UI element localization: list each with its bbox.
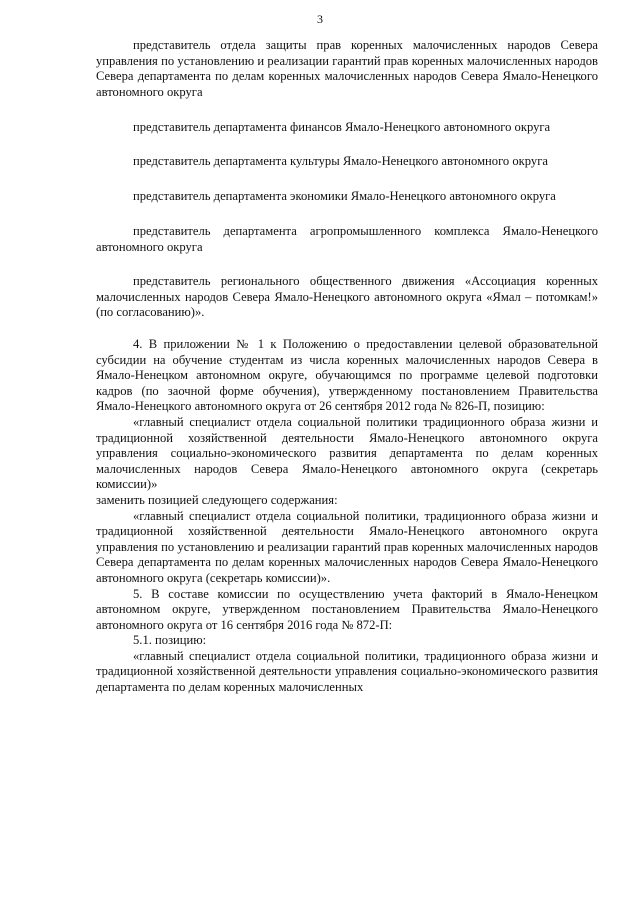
representative-entry: представитель департамента экономики Ямало-Ненецкого автономного округа [133,189,556,204]
replace-instruction: заменить позицией следующего содержания: [96,492,338,507]
representative-entry: представитель департамента культуры Ямало-Ненецкого автономного округа [133,154,548,169]
quoted-position-new: «главный специалист отдела социальной политики, традиционного образа жизни и традиционной хозяйственной деятельности Ямало-Ненецкого автономного округа управления по установлению и реализации гарантий прав коренных малочисленных народов Севера департамента по делам коренных малочисленных народов Севера Ямало-Ненецкого автономного округа (секретарь комиссии)». [96,508,598,585]
body-text [96,337,598,696]
page-number: 3 [317,12,323,26]
quoted-position-old: «главный специалист отдела социальной политики традиционного образа жизни и традиционной хозяйственной деятельности Ямало-Ненецкого автономного округа управления социально-экономического развития департамента по делам коренных малочисленных народов Севера Ямало-Ненецкого автономного округа (секретарь комиссии)» [96,414,598,492]
representative-entry: представитель регионального общественного движения «Ассоциация коренных малочисленных народов Севера Ямало-Ненецкого автономного округа «Ямал – потомкам!» (по согласованию)». [96,274,598,320]
paragraph-item-5: 5. В составе комиссии по осуществлению учета факторий в Ямало-Ненецком автономном округе, утвержденном постановлением Правительства Ямало-Ненецкого автономного округа от 16 сентября 2016 года № 872-П: [96,586,598,632]
representatives-list [96,38,598,340]
paragraph-item-5-1: 5.1. позицию: [133,633,207,648]
quoted-position-continued: «главный специалист отдела социальной политики, традиционного образа жизни и традиционной хозяйственной деятельности управления социально-экономического развития департамента по делам коренных малочисленных [96,648,598,695]
paragraph-item-4: 4. В приложении № 1 к Положению о предоставлении целевой образовательной субсидии на обучение студентам из числа коренных малочисленных народов Севера в Ямало-Ненецком автономном округе, обучающимся по программе целевой подготовки кадров (по заочной форме обучения), утвержденному постановлением Правительства Ямало-Ненецкого автономного округа от 26 сентября 2012 года № 826-П, позицию: [96,337,598,414]
representative-entry: представитель департамента финансов Ямало-Ненецкого автономного округа [133,119,551,134]
representative-entry: представитель отдела защиты прав коренных малочисленных народов Севера управления по установлению и реализации гарантий прав коренных малочисленных народов Севера департамента по делам коренных малочисленных народов Севера Ямало-Ненецкого автономного округа [96,38,598,99]
representative-entry: представитель департамента агропромышленного комплекса Ямало-Ненецкого автономного округа [96,223,598,254]
